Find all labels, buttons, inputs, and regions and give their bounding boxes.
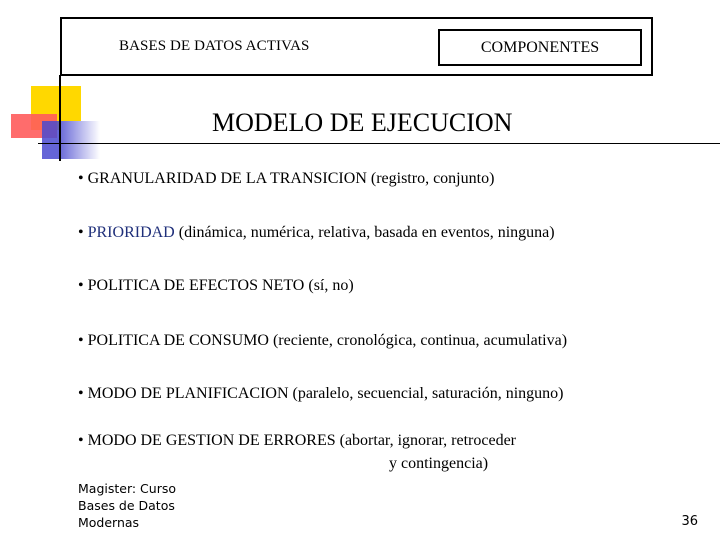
item-label: MODO DE GESTION DE ERRORES [87, 432, 336, 449]
list-item-prioridad [78, 224, 555, 242]
item-detail: (dinámica, numérica, relativa, basada en eventos, ninguna) [174, 224, 555, 241]
item-detail: (paralelo, secuencial, saturación, ninguno) [288, 385, 564, 402]
bullet: • [78, 224, 88, 241]
item-label: POLITICA DE CONSUMO [87, 332, 269, 349]
decor-horizontal-line [38, 143, 720, 144]
item-label: GRANULARIDAD DE LA TRANSICION [87, 170, 367, 187]
item-detail: (reciente, cronológica, continua, acumulativa) [268, 332, 568, 349]
header-section-box [438, 29, 642, 66]
list-item-gestion-errores [78, 432, 516, 450]
list-item-consumo [78, 332, 567, 350]
footer-line: Modernas [78, 515, 140, 530]
header-section-label: COMPONENTES [480, 38, 600, 56]
list-item-efectos-neto [78, 277, 354, 295]
bullet: • [78, 170, 88, 187]
item-detail: (registro, conjunto) [366, 170, 495, 187]
list-item-granularidad [78, 170, 494, 188]
item-label: MODO DE PLANIFICACION [87, 385, 289, 402]
page-title: MODELO DE EJECUCION [212, 108, 513, 137]
item-label: POLITICA DE EFECTOS NETO [87, 277, 305, 294]
footer-line: Bases de Datos [78, 498, 175, 513]
item-detail: (sí, no) [304, 277, 354, 294]
footer-course-info [78, 480, 176, 531]
list-item-planificacion [78, 385, 564, 403]
item-continuation: y contingencia) [389, 455, 489, 472]
bullet: • [78, 277, 88, 294]
decor-blue-fade [60, 121, 100, 159]
item-label: PRIORIDAD [87, 224, 175, 241]
bullet: • [78, 385, 88, 402]
footer-line: Magister: Curso [78, 481, 177, 496]
page-number: 36 [681, 514, 698, 529]
bullet: • [78, 432, 88, 449]
bullet: • [78, 332, 88, 349]
decor-vertical-line [59, 75, 61, 161]
header-course-label: BASES DE DATOS ACTIVAS [119, 38, 310, 54]
item-detail: (abortar, ignorar, retroceder [335, 432, 516, 449]
